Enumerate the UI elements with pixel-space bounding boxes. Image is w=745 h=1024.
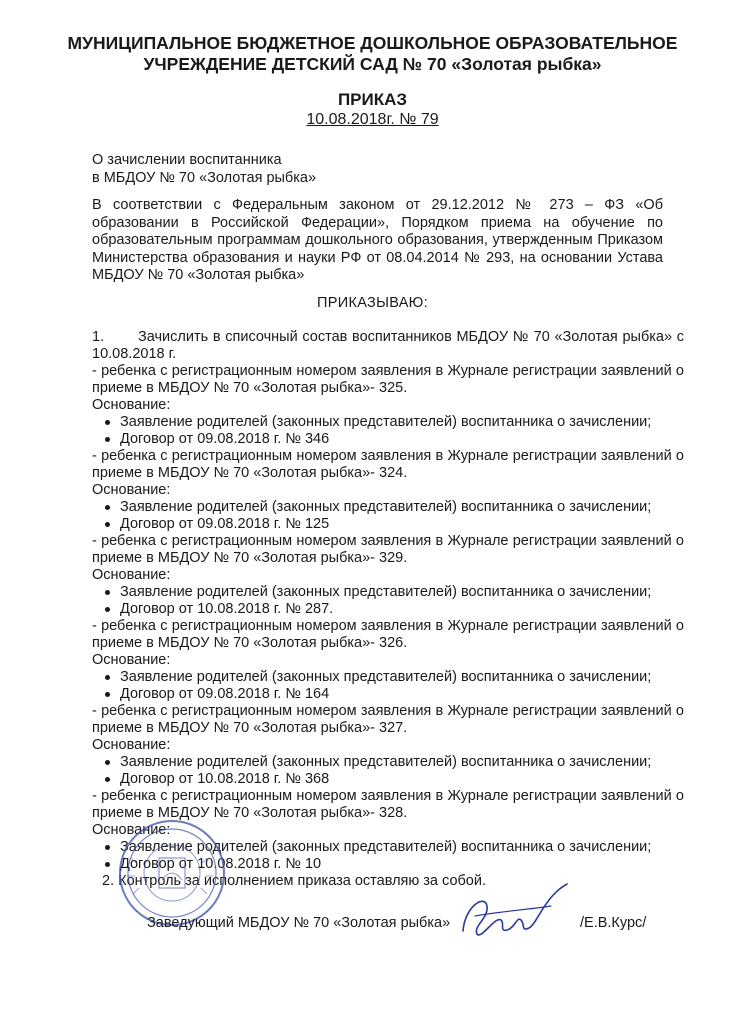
bullet-icon bbox=[105, 522, 110, 527]
basis-statement bbox=[92, 414, 684, 431]
order-subject bbox=[92, 151, 316, 187]
basis-list bbox=[92, 584, 684, 618]
signatory-name: /Е.В.Курс/ bbox=[580, 915, 647, 931]
institution-header bbox=[0, 33, 745, 75]
basis-list bbox=[92, 414, 684, 448]
basis-statement bbox=[92, 499, 684, 516]
basis-statement bbox=[92, 669, 684, 686]
basis-list bbox=[92, 669, 684, 703]
basis-statement bbox=[92, 584, 684, 601]
header-line-2: УЧРЕЖДЕНИЕ ДЕТСКИЙ САД № 70 «Золотая рыбка» bbox=[143, 54, 602, 74]
basis-statement bbox=[92, 754, 684, 771]
basis-label: Основание: bbox=[92, 737, 171, 753]
bullet-icon bbox=[105, 777, 110, 782]
basis-contract bbox=[92, 686, 684, 703]
order-date-number: 10.08.2018г. № 79 bbox=[306, 111, 439, 128]
contract-text: Договор от 10.08.2018 г. № 368 bbox=[120, 771, 330, 787]
contract-text: Договор от 10.08.2018 г. № 10 bbox=[120, 856, 322, 872]
child-entry bbox=[92, 703, 684, 788]
child-entry bbox=[92, 363, 684, 448]
bullet-icon bbox=[105, 437, 110, 442]
child-text: - ребенка с регистрационным номером заявления в Журнале регистрации заявлений о приеме в МБДОУ № 70 «Золотая рыбка»- 329. bbox=[92, 533, 684, 566]
statement-text: Заявление родителей (законных представителей) воспитанника о зачислении; bbox=[120, 839, 652, 855]
basis-label: Основание: bbox=[92, 397, 171, 413]
bullet-icon bbox=[105, 607, 110, 612]
statement-text: Заявление родителей (законных представителей) воспитанника о зачислении; bbox=[120, 669, 652, 685]
statement-text: Заявление родителей (законных представителей) воспитанника о зачислении; bbox=[120, 414, 652, 430]
contract-text: Договор от 09.08.2018 г. № 346 bbox=[120, 431, 330, 447]
statement-text: Заявление родителей (законных представителей) воспитанника о зачислении; bbox=[120, 754, 652, 770]
basis-list bbox=[92, 754, 684, 788]
contract-text: Договор от 10.08.2018 г. № 287. bbox=[120, 601, 334, 617]
preamble-paragraph: В соответствии с Федеральным законом от 29.12.2012 № 273 – ФЗ «Об образовании в Российской Федерации», Порядком приема на обучение по образовательным программам дошкольного образования, утвержденным Приказом Министерства образования и науки РФ от 08.04.2014 № 293, на основании Устава МБДОУ № 70 «Золотая рыбка» bbox=[92, 197, 663, 284]
child-text: - ребенка с регистрационным номером заявления в Журнале регистрации заявлений о приеме в МБДОУ № 70 «Золотая рыбка»- 324. bbox=[92, 448, 684, 481]
order-title: ПРИКАЗ bbox=[337, 90, 408, 109]
order-word: ПРИКАЗЫВАЮ: bbox=[317, 295, 428, 311]
order-item-1 bbox=[92, 329, 684, 363]
basis-contract bbox=[92, 601, 684, 618]
bullet-icon bbox=[105, 505, 110, 510]
order-item-2: 2. Контроль за исполнением приказа оставляю за собой. bbox=[102, 873, 487, 889]
header-line-1: МУНИЦИПАЛЬНОЕ БЮДЖЕТНОЕ ДОШКОЛЬНОЕ ОБРАЗОВАТЕЛЬНОЕ bbox=[67, 33, 678, 53]
handwritten-signature-icon bbox=[455, 876, 575, 946]
order-body bbox=[92, 329, 684, 890]
bullet-icon bbox=[105, 845, 110, 850]
bullet-icon bbox=[105, 760, 110, 765]
item-1-number: 1. bbox=[92, 329, 105, 345]
child-text: - ребенка с регистрационным номером заявления в Журнале регистрации заявлений о приеме в МБДОУ № 70 «Золотая рыбка»- 326. bbox=[92, 618, 684, 651]
basis-label: Основание: bbox=[92, 567, 171, 583]
child-text: - ребенка с регистрационным номером заявления в Журнале регистрации заявлений о приеме в МБДОУ № 70 «Золотая рыбка»- 327. bbox=[92, 703, 684, 736]
contract-text: Договор от 09.08.2018 г. № 164 bbox=[120, 686, 330, 702]
bullet-icon bbox=[105, 675, 110, 680]
basis-contract bbox=[92, 771, 684, 788]
child-text: - ребенка с регистрационным номером заявления в Журнале регистрации заявлений о приеме в МБДОУ № 70 «Золотая рыбка»- 325. bbox=[92, 363, 684, 396]
bullet-icon bbox=[105, 862, 110, 867]
child-text: - ребенка с регистрационным номером заявления в Журнале регистрации заявлений о приеме в МБДОУ № 70 «Золотая рыбка»- 328. bbox=[92, 788, 684, 821]
bullet-icon bbox=[105, 692, 110, 697]
child-entry bbox=[92, 448, 684, 533]
contract-text: Договор от 09.08.2018 г. № 125 bbox=[120, 516, 330, 532]
basis-contract bbox=[92, 431, 684, 448]
bullet-icon bbox=[105, 420, 110, 425]
institution-stamp-icon bbox=[117, 818, 227, 928]
bullet-icon bbox=[105, 590, 110, 595]
basis-label: Основание: bbox=[92, 652, 171, 668]
basis-contract bbox=[92, 516, 684, 533]
statement-text: Заявление родителей (законных представителей) воспитанника о зачислении; bbox=[120, 584, 652, 600]
child-entry bbox=[92, 533, 684, 618]
signatory-position: Заведующий МБДОУ № 70 «Золотая рыбка» bbox=[147, 915, 451, 931]
child-entry bbox=[92, 618, 684, 703]
basis-label: Основание: bbox=[92, 482, 171, 498]
subject-line-2: в МБДОУ № 70 «Золотая рыбка» bbox=[92, 170, 317, 186]
item-1-text: Зачислить в списочный состав воспитанников МБДОУ № 70 «Золотая рыбка» с 10.08.2018 г. bbox=[92, 329, 684, 362]
basis-label: Основание: bbox=[92, 822, 171, 838]
subject-line-1: О зачислении воспитанника bbox=[92, 152, 282, 168]
statement-text: Заявление родителей (законных представителей) воспитанника о зачислении; bbox=[120, 499, 652, 515]
basis-list bbox=[92, 499, 684, 533]
